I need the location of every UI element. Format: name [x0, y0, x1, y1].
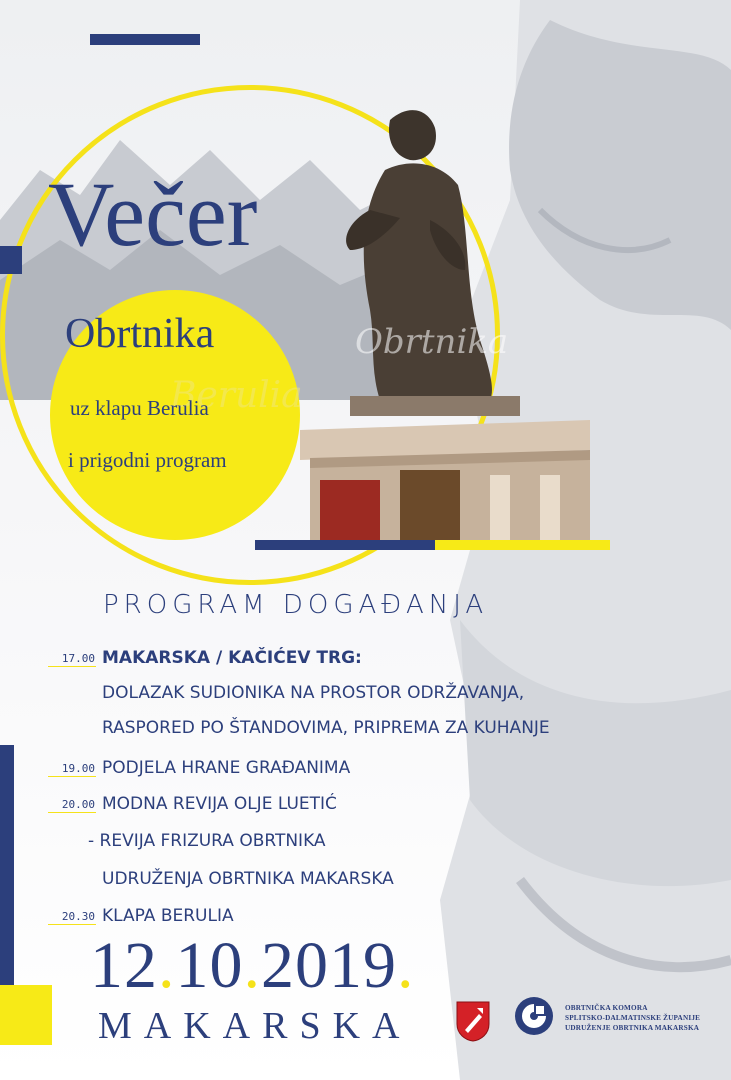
program-text: MAKARSKA / KAČIĆEV TRG:: [102, 648, 362, 668]
date-separator: .: [397, 929, 415, 1002]
program-time: 20.30: [61, 910, 95, 923]
title-vecer: Večer: [48, 163, 258, 265]
top-navy-bar: [90, 34, 200, 45]
bottom-yellow-square: [0, 985, 52, 1045]
ghost-script-obrtnika: Obrtnika: [355, 322, 509, 362]
program-heading: PROGRAM DOGAĐANJA: [103, 590, 489, 620]
program-text: UDRUŽENJA OBRTNIKA MAKARSKA: [102, 869, 394, 889]
time-underline: [48, 924, 96, 925]
date-month: 10: [175, 929, 244, 1002]
obrtnicka-komora-logo-icon: [514, 996, 554, 1036]
ghost-script-berulia: Berulia: [170, 375, 303, 416]
left-navy-column: [0, 745, 14, 985]
program-text: RASPORED PO ŠTANDOVIMA, PRIPREMA ZA KUHANJE: [102, 718, 550, 738]
program-time: 20.00: [61, 798, 95, 811]
organizer-text: [565, 1003, 700, 1033]
event-date: [90, 929, 415, 1002]
mid-navy-bar: [255, 540, 435, 550]
program-text: - REVIJA FRIZURA OBRTNIKA: [88, 831, 326, 851]
title-obrtnika: Obrtnika: [65, 311, 215, 357]
program-text: PODJELA HRANE GRAĐANIMA: [102, 758, 351, 778]
left-navy-tab: [0, 246, 22, 274]
city-crest-icon: [455, 1000, 491, 1042]
subtitle-klapa: uz klapu Berulia: [70, 396, 209, 420]
date-day: 12: [90, 929, 158, 1002]
statue-illustration: [290, 100, 610, 540]
program-text: DOLAZAK SUDIONIKA NA PROSTOR ODRŽAVANJA,: [102, 683, 525, 703]
program-time: 19.00: [61, 762, 95, 775]
program-time: 17.00: [61, 652, 95, 665]
time-underline: [48, 666, 96, 667]
mid-yellow-bar: [435, 540, 610, 550]
event-city: MAKARSKA: [98, 1005, 412, 1047]
date-separator: .: [158, 929, 176, 1002]
program-text: MODNA REVIJA OLJE LUETIĆ: [102, 794, 337, 814]
program-text: KLAPA BERULIA: [102, 906, 234, 926]
date-separator: .: [243, 929, 261, 1002]
time-underline: [48, 812, 96, 813]
organizer-line: OBRTNIČKA KOMORA: [565, 1004, 648, 1012]
organizer-line: UDRUŽENJE OBRTNIKA MAKARSKA: [565, 1024, 700, 1032]
subtitle-program: i prigodni program: [68, 448, 227, 472]
organizer-line: SPLITSKO-DALMATINSKE ŽUPANIJE: [565, 1014, 701, 1022]
time-underline: [48, 776, 96, 777]
date-year: 2019: [261, 929, 397, 1002]
